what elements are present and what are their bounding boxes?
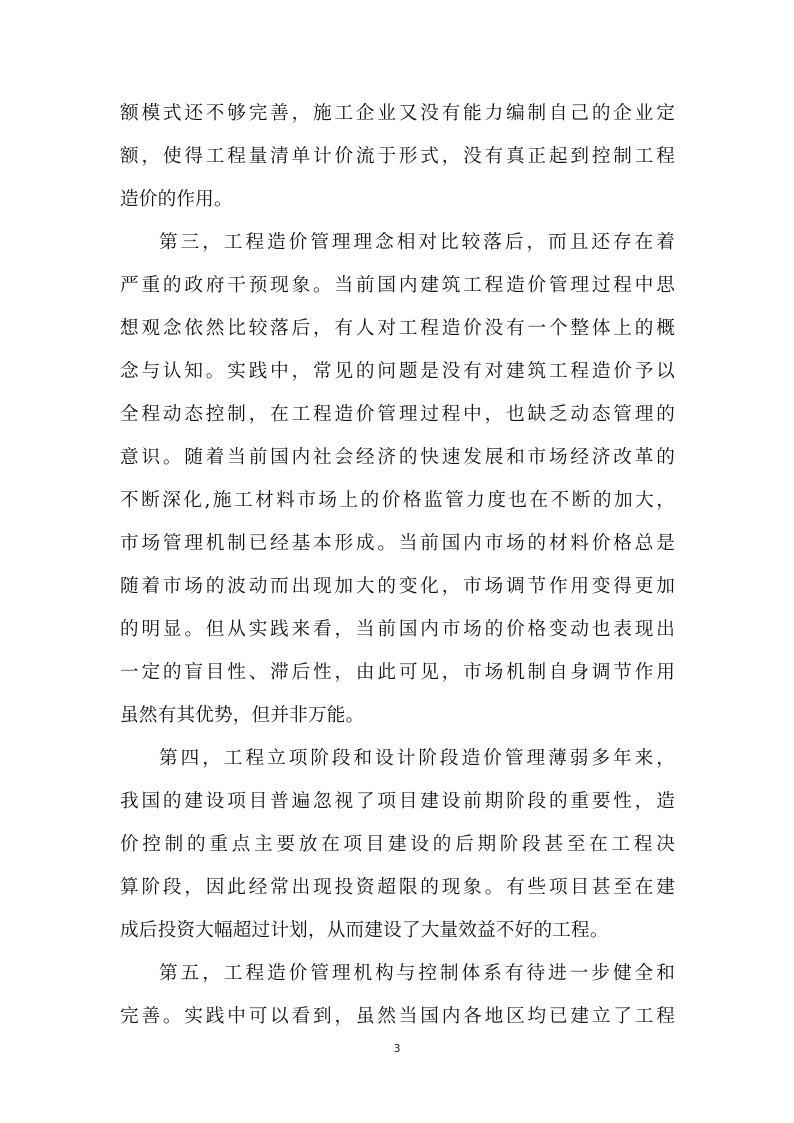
text-line: 意识。随着当前国内社会经济的快速发展和市场经济改革的 [120,447,675,468]
text-line: 一定的盲目性、滞后性，由此可见，市场机制自身调节作用 [120,662,675,683]
text-line: 念与认知。实践中，常见的问题是没有对建筑工程造价予以 [120,361,675,382]
text-line: 的明显。但从实践来看，当前国内市场的价格变动也表现出 [120,619,675,640]
text-line: 成后投资大幅超过计划，从而建设了大量效益不好的工程。 [120,920,609,941]
text-line: 全程动态控制，在工程造价管理过程中，也缺乏动态管理的 [120,404,675,425]
text-line: 严重的政府干预现象。当前国内建筑工程造价管理过程中思 [120,275,675,296]
text-line: 额模式还不够完善，施工企业又没有能力编制自己的企业定 [120,103,675,124]
text-line: 完善。实践中可以看到，虽然当国内各地区均已建立了工程 [120,1006,675,1027]
text-line: 不断深化,施工材料市场上的价格监管力度也在不断的加大， [120,490,675,511]
paragraph-first-line: 第三，工程造价管理理念相对比较落后，而且还存在着 [159,232,675,253]
text-line: 算阶段，因此经常出现投资超限的现象。有些项目甚至在建 [120,877,675,898]
text-line: 我国的建设项目普遍忽视了项目建设前期阶段的重要性，造 [120,791,675,812]
text-line: 价控制的重点主要放在项目建设的后期阶段甚至在工程决 [120,834,675,855]
text-line: 随着市场的波动而出现加大的变化，市场调节作用变得更加 [120,576,675,597]
text-line: 市场管理机制已经基本形成。当前国内市场的材料价格总是 [120,533,675,554]
text-line: 造价的作用。 [120,189,233,210]
paragraph-first-line: 第五，工程造价管理机构与控制体系有待进一步健全和 [159,963,675,984]
paragraph-first-line: 第四，工程立项阶段和设计阶段造价管理薄弱多年来， [159,748,675,769]
text-line: 想观念依然比较落后，有人对工程造价没有一个整体上的概 [120,318,675,339]
text-line: 虽然有其优势，但并非万能。 [120,705,365,726]
page-number: 3 [393,1042,401,1055]
text-line: 额，使得工程量清单计价流于形式，没有真正起到控制工程 [120,146,675,167]
